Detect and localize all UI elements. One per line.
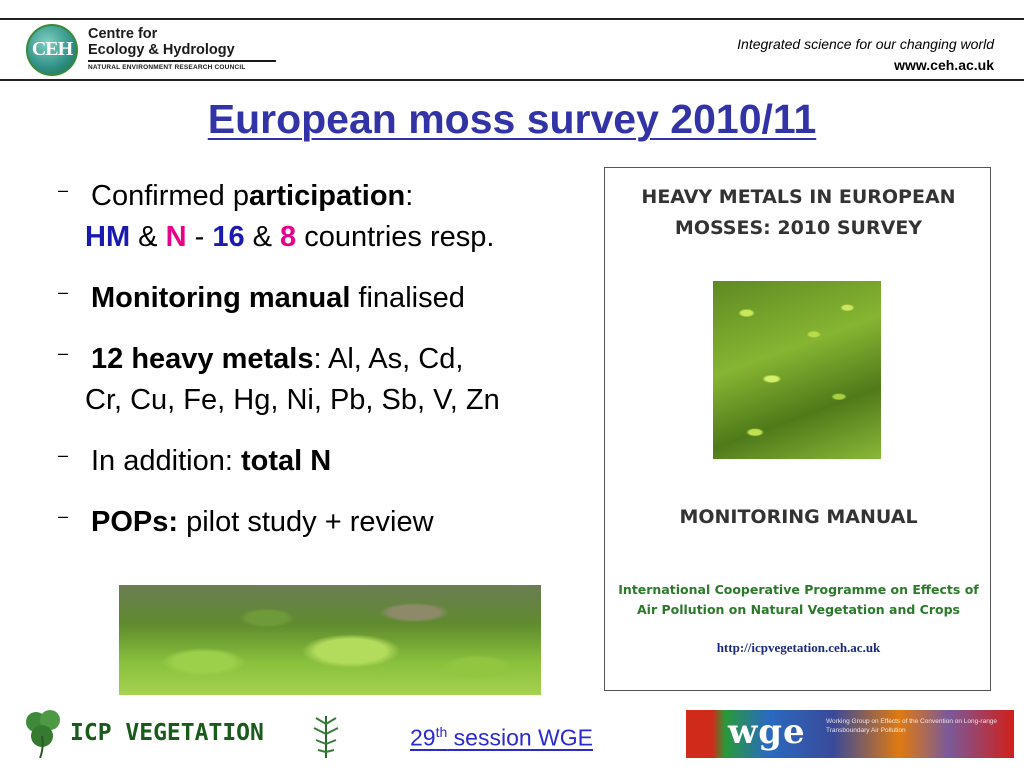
top-rule [0, 18, 1024, 20]
bullet-bold: Monitoring manual [91, 282, 351, 314]
manual-cover-image [604, 167, 991, 691]
dash-icon: – [58, 343, 69, 363]
logo-divider [88, 60, 276, 62]
wge-word: wge [728, 712, 806, 752]
bullet-text: Confirmed p [91, 180, 249, 212]
bullet-bold: total N [240, 445, 332, 477]
bullet-continuation [85, 217, 598, 258]
bullet-text: pilot study + review [178, 506, 434, 538]
session-suffix: th [435, 724, 448, 740]
cover-icp-text [605, 580, 992, 620]
cover-title-line1: HEAVY METALS IN EUROPEAN [641, 186, 956, 208]
count-8: 8 [280, 221, 297, 253]
slide-title [0, 96, 1024, 143]
website-link[interactable]: www.ceh.ac.uk [894, 57, 994, 73]
bullet-bold: 12 heavy metals [91, 343, 314, 375]
session-number: 29 [410, 724, 436, 751]
bullet-text: : [405, 180, 414, 212]
cover-icp-line1: International Cooperative Programme on Effects of [618, 582, 979, 597]
bullet-text: & [244, 221, 281, 253]
dash-icon: – [58, 506, 69, 526]
cover-url: http://icpvegetation.ceh.ac.uk [716, 640, 881, 655]
bullet-participation [58, 176, 598, 258]
cover-title [605, 182, 992, 244]
bullet-text: finalised [350, 282, 465, 314]
moss-ground-photo [119, 585, 541, 695]
ceh-logo[interactable] [26, 24, 276, 78]
wge-logo [686, 710, 1014, 758]
cover-title-line2: MOSSES: 2010 SURVEY [674, 217, 923, 239]
dash-icon: – [58, 282, 69, 302]
tagline: Integrated science for our changing world [737, 36, 994, 52]
dash-icon: – [58, 180, 69, 200]
clover-icon [22, 706, 64, 758]
moss-closeup-photo [713, 281, 881, 459]
plant-icon [308, 712, 344, 760]
count-16: 16 [212, 221, 245, 253]
bullet-text: In addition: [91, 445, 241, 477]
session-text: session WGE [447, 724, 593, 751]
cover-manual-label: MONITORING MANUAL [679, 506, 918, 528]
slide-title-text: European moss survey 2010/11 [207, 96, 817, 142]
bullet-bold: articipation [248, 180, 406, 212]
header-rule [0, 79, 1024, 81]
logo-line1: Centre for [88, 26, 158, 42]
dash-icon: – [58, 445, 69, 465]
bullet-pops [58, 502, 598, 543]
bullet-manual [58, 278, 598, 319]
bullet-list [58, 176, 598, 563]
logo-line3: NATURAL ENVIRONMENT RESEARCH COUNCIL [88, 64, 246, 71]
session-wge-link[interactable] [410, 724, 593, 752]
bullet-continuation: Cr, Cu, Fe, Hg, Ni, Pb, Sb, V, Zn [85, 384, 500, 416]
bullet-bold: POPs: [91, 506, 179, 538]
ceh-logo-mark: CEH [31, 38, 73, 60]
bullet-text: : Al, As, Cd, [313, 343, 464, 375]
n-label: N [165, 221, 187, 253]
logo-line2: Ecology & Hydrology [88, 42, 235, 58]
bullet-total-n [58, 441, 598, 482]
bullet-text: - [186, 221, 213, 253]
wge-description: Working Group on Effects of the Convention on Long-range Transboundary Air Pollution [826, 718, 998, 734]
cover-icp-line2: Air Pollution on Natural Vegetation and Crops [637, 602, 960, 617]
hm-label: HM [85, 221, 131, 253]
icp-vegetation-label: ICP VEGETATION [70, 720, 264, 746]
bullet-metals [58, 339, 598, 421]
bullet-text: countries resp. [296, 221, 495, 253]
bullet-text: & [130, 221, 166, 253]
